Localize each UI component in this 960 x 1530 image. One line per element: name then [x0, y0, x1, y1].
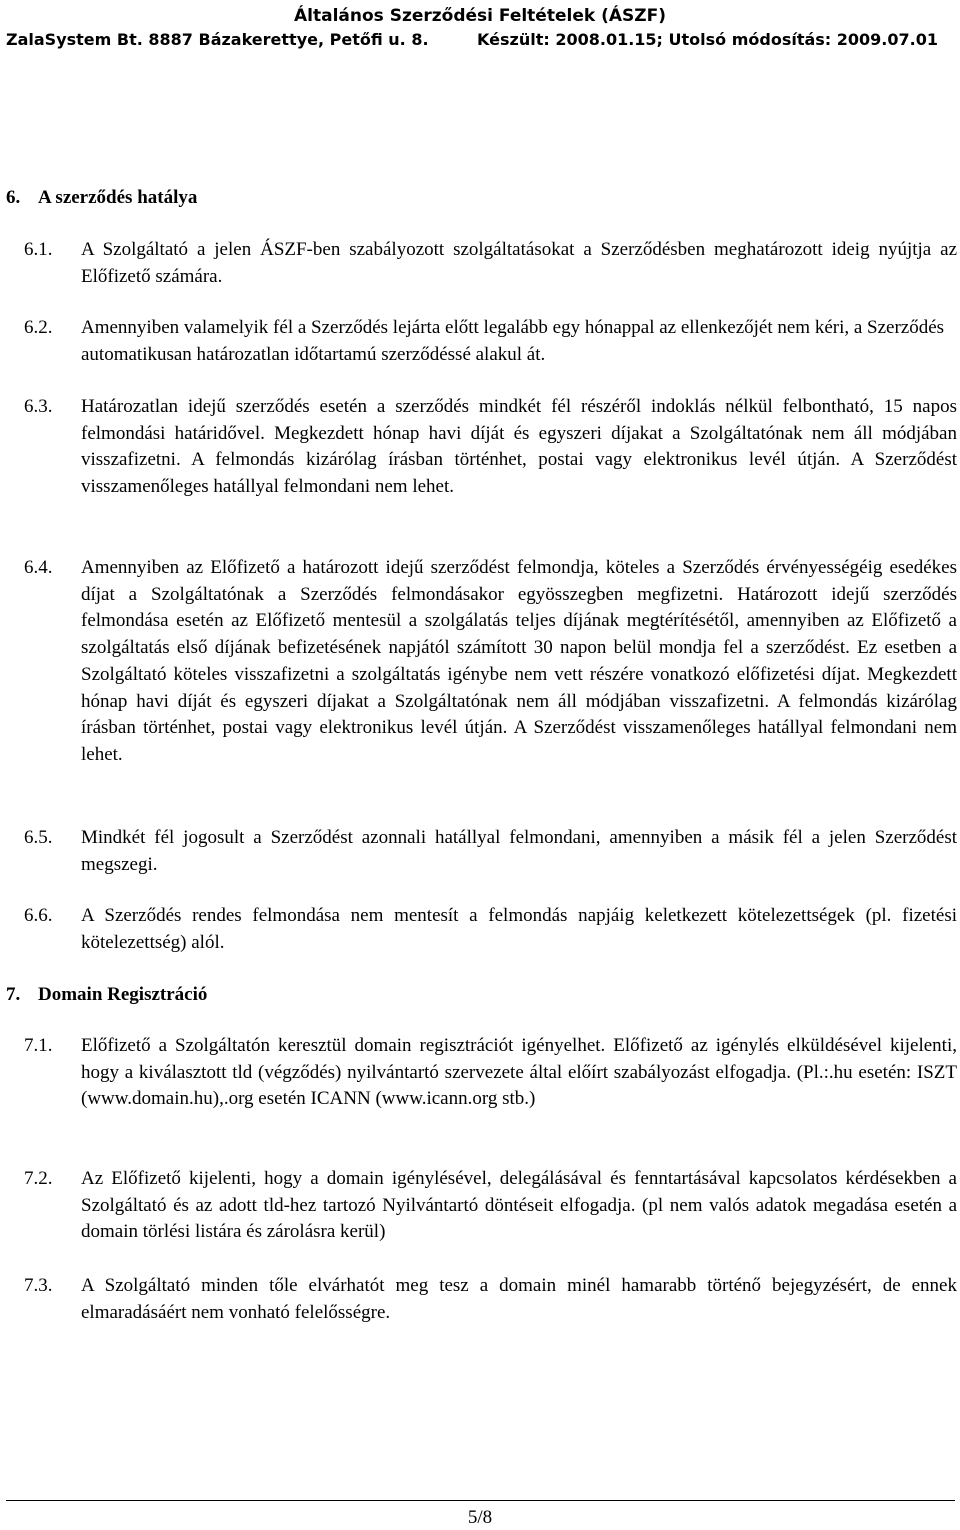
paragraph-number: 6.6.: [24, 905, 53, 926]
paragraph-text: A Szerződés rendes felmondása nem mentesít a felmondás napjáig keletkezett kötelezettségek (pl. fizetési kötelezettség) alól.: [81, 905, 957, 953]
section-heading-7: [6, 982, 207, 1008]
company-address: ZalaSystem Bt. 8887 Bázakerettye, Petőfi u. 8.: [6, 30, 429, 49]
paragraph-number: 7.2.: [24, 1168, 53, 1189]
section-title: Domain Regisztráció: [38, 984, 208, 1005]
paragraph-text: Amennyiben az Előfizető a határozott idejű szerződést felmondja, köteles a Szerződés érvényességéig esedékes díjat a Szolgáltatónak a Szerződés felmondásakor egyösszegben megfizetni. Határozott idejű szerződés felmondása esetén az Előfizető mentesül a szolgálatás teljes díjának megtérítésétől, amennyiben az Előfizető a szolgáltatás első díjának befizetésének napjától számított 30 napon belül mondja fel a szerződést. Ez esetben a Szolgáltató köteles visszafizetni a szolgáltatás igénybe nem vett részére vonatkozó előfizetési díjat. Megkezdett hónap havi díját és egyszeri díjakat a Szolgáltatónak nem áll módjában visszafizetni. A felmondás kizárólag írásban történhet, postai vagy elektronikus levél útján. A Szerződést visszamenőleges hatállyal felmondani nem lehet.: [81, 557, 957, 765]
paragraph-text: A Szolgáltató a jelen ÁSZF-ben szabályozott szolgáltatásokat a Szerződésben meghatározott ideig nyújtja az Előfizető számára.: [81, 239, 957, 287]
paragraph-number: 6.3.: [24, 396, 53, 417]
paragraph-text: Az Előfizető kijelenti, hogy a domain igénylésével, delegálásával és fenntartásával kapcsolatos kérdésekben a Szolgáltató és az adott tld-hez tartozó Nyilvántartó döntéseit elfogadja. (pl nem valós adatok megadása esetén a domain törlési listára és zárolásra kerül): [81, 1168, 957, 1243]
paragraph-text: Határozatlan idejű szerződés esetén a szerződés mindkét fél részéről indoklás nélkül felbontható, 15 napos felmondási határidővel. Megkezdett hónap havi díját és egyszeri díjakat a Szolgáltatónak nem áll módjában visszafizetni. A felmondás kizárólag írásban történhet, postai vagy elektronikus levél útján. A Szerződést visszamenőleges hatállyal felmondani nem lehet.: [81, 396, 957, 498]
paragraph-text: Amennyiben valamelyik fél a Szerződés lejárta előtt legalább egy hónappal az ellenkezőjét nem kéri, a Szerződés automatikusan határozatlan időtartamú szerződéssé alakul át.: [81, 317, 945, 365]
header-info-line: [0, 28, 960, 52]
paragraph-text: A Szolgáltató minden tőle elvárhatót meg tesz a domain minél hamarabb történő bejegyzésért, de ennek elmaradásáért nem vonható felelősségre.: [81, 1275, 957, 1323]
paragraph-text: Előfizető a Szolgáltatón keresztül domain regisztrációt igényelhet. Előfizető az igénylés elküldésével kijelenti, hogy a kiválasztott tld (végződés) nyilvántartó szervezete által előírt szabályozást elfogadja. (Pl.:.hu esetén: ISZT (www.domain.hu),.org esetén ICANN (www.icann.org stb.): [81, 1035, 957, 1110]
section-heading-6: [6, 185, 197, 211]
section-number: 7.: [6, 984, 21, 1005]
paragraph-number: 6.4.: [24, 557, 53, 578]
paragraph-number: 6.1.: [24, 239, 53, 260]
section-title: A szerződés hatálya: [38, 187, 198, 208]
section-number: 6.: [6, 187, 21, 208]
document-title: Általános Szerződési Feltételek (ÁSZF): [294, 6, 666, 26]
paragraph-number: 7.1.: [24, 1035, 53, 1056]
footer-divider: [6, 1500, 955, 1501]
document-dates: Készült: 2008.01.15; Utolsó módosítás: 2009.07.01: [477, 30, 938, 49]
page-header: [0, 4, 960, 52]
paragraph-number: 6.5.: [24, 827, 53, 848]
page-number: 5/8: [467, 1507, 493, 1528]
paragraph-number: 7.3.: [24, 1275, 53, 1296]
paragraph-text: Mindkét fél jogosult a Szerződést azonnali hatállyal felmondani, amennyiben a másik fél a jelen Szerződést megszegi.: [81, 827, 957, 875]
paragraph-number: 6.2.: [24, 317, 53, 338]
